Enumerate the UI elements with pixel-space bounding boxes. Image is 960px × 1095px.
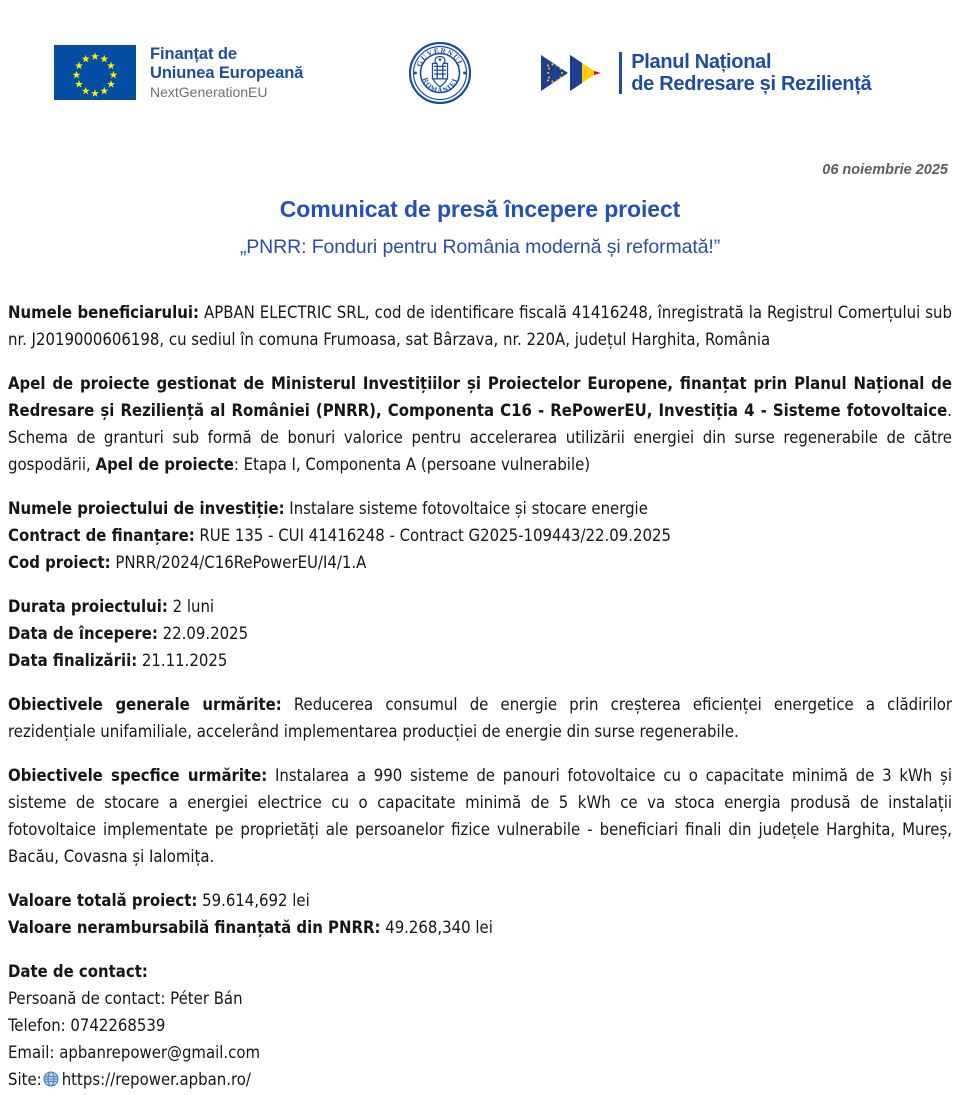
pnrr-logo-text (631, 51, 871, 96)
contact-email: Email: apbanrepower@gmail.com (8, 1043, 261, 1062)
svg-text:ROMÂNIEI: ROMÂNIEI (421, 76, 460, 95)
pnrr-divider (619, 52, 622, 94)
page-subtitle: „PNRR: Fonduri pentru România modernă și reformată!” (239, 236, 721, 258)
general-objectives-paragraph (8, 691, 952, 745)
specific-objectives-paragraph (8, 762, 952, 870)
end-date-value: 21.11.2025 (137, 651, 228, 670)
svg-text:GUVERNUL: GUVERNUL (414, 45, 467, 69)
total-value-label: Valoare totală proiect: (8, 891, 198, 910)
start-date-row (8, 620, 952, 647)
contact-phone: Telefon: 0742268539 (8, 1016, 166, 1035)
total-value-row (8, 887, 952, 914)
project-name-row (8, 495, 952, 522)
start-date-label: Data de începere: (8, 624, 158, 643)
pnrr-arrows-icon (539, 52, 615, 94)
general-objectives-label: Obiectivele generale urmărite: (8, 695, 282, 714)
general-objectives-text: Reducerea consumul de energie prin creșterea eficienței energetice a clădirilor rezidențiale unifamiliale, accelerând implementarea producției de energie din surse regenerabile. (8, 695, 952, 741)
globe-icon (43, 1068, 59, 1095)
grant-value-amount: 49.268,340 lei (380, 918, 493, 937)
eu-logo-line3: NextGenerationEU (150, 84, 268, 101)
project-details-block (8, 495, 952, 576)
call-bold-1: Apel de proiecte gestionat de Ministerul Investițiilor și Proiectelor Europene, finanțat prin Planul Național de Redresare și Reziliență al României (PNRR), Componenta C16 - RePowerEU, Investiția 4 - Sisteme fotovoltaice (8, 374, 952, 420)
call-bold-2: Apel de proiecte (95, 455, 234, 474)
specific-objectives-text: Instalarea a 990 sisteme de panouri fotovoltaice cu o capacitate minimă de 3 kWh și sisteme de stocare a energiei electrice cu o capacitate minimă de 5 kWh ce va stoca energia produsă de instalații fotovoltaice implementate pe proprietăți ale persoanelor fizice vulnerabile - beneficiari finali din județele Harghita, Mureș, Bacău, Covasna și Ialomița. (8, 766, 952, 866)
grant-value-label: Valoare nerambursabilă finanțată din PNRR: (8, 918, 381, 937)
contact-heading (8, 958, 952, 985)
romanian-government-seal-icon (409, 42, 471, 104)
beneficiary-label: Numele beneficiarului: (8, 303, 199, 322)
project-code-label: Cod proiect: (8, 553, 111, 572)
beneficiary-paragraph (8, 299, 952, 353)
beneficiary-text: APBAN ELECTRIC SRL, cod de identificare fiscală 41416248, înregistrată la Registrul Comerțului sub nr. J2019000606198, cu sediul în comuna Frumoasa, sat Bârzava, nr. 220A, județul Harghita, România (8, 303, 952, 349)
contact-site-label: Site: (8, 1070, 42, 1089)
call-normal-1: . Schema de granturi sub formă de bonuri valorice pentru accelerarea utilizării energiei din surse regenerabile de către gospodării, (8, 401, 952, 474)
financing-contract-row (8, 522, 952, 549)
contact-site-url[interactable]: https://repower.apban.ro/ (61, 1070, 251, 1089)
end-date-row (8, 647, 952, 674)
specific-objectives-label: Obiectivele specfice urmărite: (8, 766, 268, 785)
call-paragraph (8, 370, 952, 478)
project-code-value: PNRR/2024/C16RePowerEU/I4/1.A (110, 553, 367, 572)
contact-person: Persoană de contact: Péter Bán (8, 989, 243, 1008)
project-duration-label: Durata proiectului: (8, 597, 168, 616)
financing-contract-label: Contract de finanțare: (8, 526, 195, 545)
end-date-label: Data finalizării: (8, 651, 138, 670)
project-name-label: Numele proiectului de investiție: (8, 499, 285, 518)
eu-funding-logo (54, 45, 303, 101)
contact-site-row (8, 1066, 952, 1095)
logo-bar (6, 0, 954, 110)
contact-block (8, 958, 952, 1095)
european-union-flag-icon (54, 45, 136, 100)
pnrr-logo-line2: de Redresare și Reziliență (631, 73, 872, 95)
start-date-value: 22.09.2025 (157, 624, 249, 643)
eu-logo-line2: Uniunea Europeană (150, 63, 304, 82)
financing-contract-value: RUE 135 - CUI 41416248 - Contract G2025-109443/22.09.2025 (194, 526, 671, 545)
project-duration-value: 2 luni (167, 597, 215, 616)
eu-logo-line1: Finanțat de (150, 45, 237, 64)
project-duration-row (8, 593, 952, 620)
page-title: Comunicat de presă începere proiect (279, 196, 681, 222)
pnrr-logo (539, 51, 871, 96)
duration-block (8, 593, 952, 674)
project-name-value: Instalare sisteme fotovoltaice și stocare energie (284, 499, 648, 518)
document-body (6, 299, 954, 1095)
grant-value-row (8, 914, 952, 941)
call-normal-2: : Etapa I, Componenta A (persoane vulnerabile) (233, 455, 591, 474)
pnrr-logo-line1: Planul Național (631, 50, 772, 73)
eu-stars-icon (54, 45, 136, 100)
eu-logo-text (150, 45, 303, 101)
contact-heading-label: Date de contact: (8, 962, 148, 981)
document-date: 06 noiembrie 2025 (822, 162, 948, 178)
total-value-amount: 59.614,692 lei (197, 891, 310, 910)
project-code-row (8, 549, 952, 576)
values-block (8, 887, 952, 941)
